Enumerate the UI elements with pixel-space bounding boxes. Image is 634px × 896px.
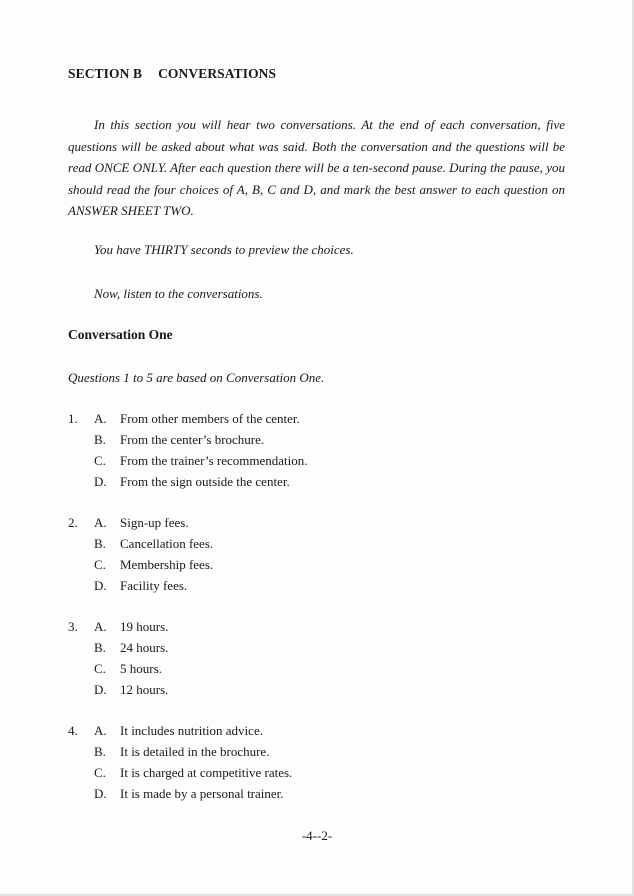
option-text: From the sign outside the center.	[120, 474, 290, 489]
option-c	[94, 557, 213, 578]
option-a	[94, 723, 263, 744]
option-c	[94, 453, 307, 474]
option-d	[94, 682, 168, 703]
section-label: SECTION B	[68, 66, 143, 81]
option-text: Sign-up fees.	[120, 515, 189, 530]
question-number: 4.	[68, 723, 78, 738]
section-name: CONVERSATIONS	[158, 66, 277, 81]
option-b	[94, 744, 269, 765]
option-text: It is made by a personal trainer.	[120, 786, 284, 801]
option-letter: C.	[94, 557, 106, 572]
option-text: 12 hours.	[120, 682, 169, 697]
option-text: From the center’s brochure.	[120, 432, 265, 447]
instructions-paragraph: In this section you will hear two conversations. At the end of each conversation, five questions will be asked about what was said. Both the conversation and the questions will be read ONCE ONLY. After each question there will be a ten-second pause. During the pause, you should read the four choices of A, B, C and D, and mark the best answer to each question on ANSWER SHEET TWO.	[68, 117, 565, 218]
option-b	[94, 640, 168, 661]
option-text: It is detailed in the brochure.	[120, 744, 270, 759]
section-heading	[68, 66, 276, 82]
option-c	[94, 765, 292, 786]
questions-note: Questions 1 to 5 are based on Conversation One.	[68, 370, 325, 385]
option-letter: A.	[94, 723, 107, 738]
option-letter: D.	[94, 474, 107, 489]
option-a	[94, 619, 168, 640]
option-letter: A.	[94, 515, 107, 530]
option-letter: C.	[94, 765, 106, 780]
option-letter: C.	[94, 661, 106, 676]
conversation-title: Conversation One	[68, 327, 173, 342]
option-letter: B.	[94, 432, 106, 447]
option-a	[94, 411, 300, 432]
option-b	[94, 536, 213, 557]
question-number: 1.	[68, 411, 78, 426]
option-letter: D.	[94, 578, 107, 593]
option-letter: D.	[94, 682, 107, 697]
option-text: It is charged at competitive rates.	[120, 765, 293, 780]
question-number: 3.	[68, 619, 78, 634]
option-letter: B.	[94, 744, 106, 759]
option-text: 19 hours.	[120, 619, 169, 634]
option-a	[94, 515, 189, 536]
option-text: From other members of the center.	[120, 411, 300, 426]
option-letter: B.	[94, 536, 106, 551]
option-text: Facility fees.	[120, 578, 188, 593]
option-text: Membership fees.	[120, 557, 214, 572]
option-d	[94, 578, 187, 599]
option-text: From the trainer’s recommendation.	[120, 453, 308, 468]
option-d	[94, 474, 290, 495]
option-text: 5 hours.	[120, 661, 162, 676]
question-number: 2.	[68, 515, 78, 530]
page-number: -4--2-	[301, 828, 333, 843]
option-letter: A.	[94, 411, 107, 426]
option-letter: C.	[94, 453, 106, 468]
option-text: 24 hours.	[120, 640, 169, 655]
option-text: It includes nutrition advice.	[120, 723, 263, 738]
option-letter: B.	[94, 640, 106, 655]
option-c	[94, 661, 162, 682]
option-text: Cancellation fees.	[120, 536, 214, 551]
preview-note: You have THIRTY seconds to preview the choices.	[94, 242, 354, 257]
listen-note: Now, listen to the conversations.	[94, 286, 263, 301]
option-letter: D.	[94, 786, 107, 801]
option-b	[94, 432, 264, 453]
option-letter: A.	[94, 619, 107, 634]
option-d	[94, 786, 284, 807]
